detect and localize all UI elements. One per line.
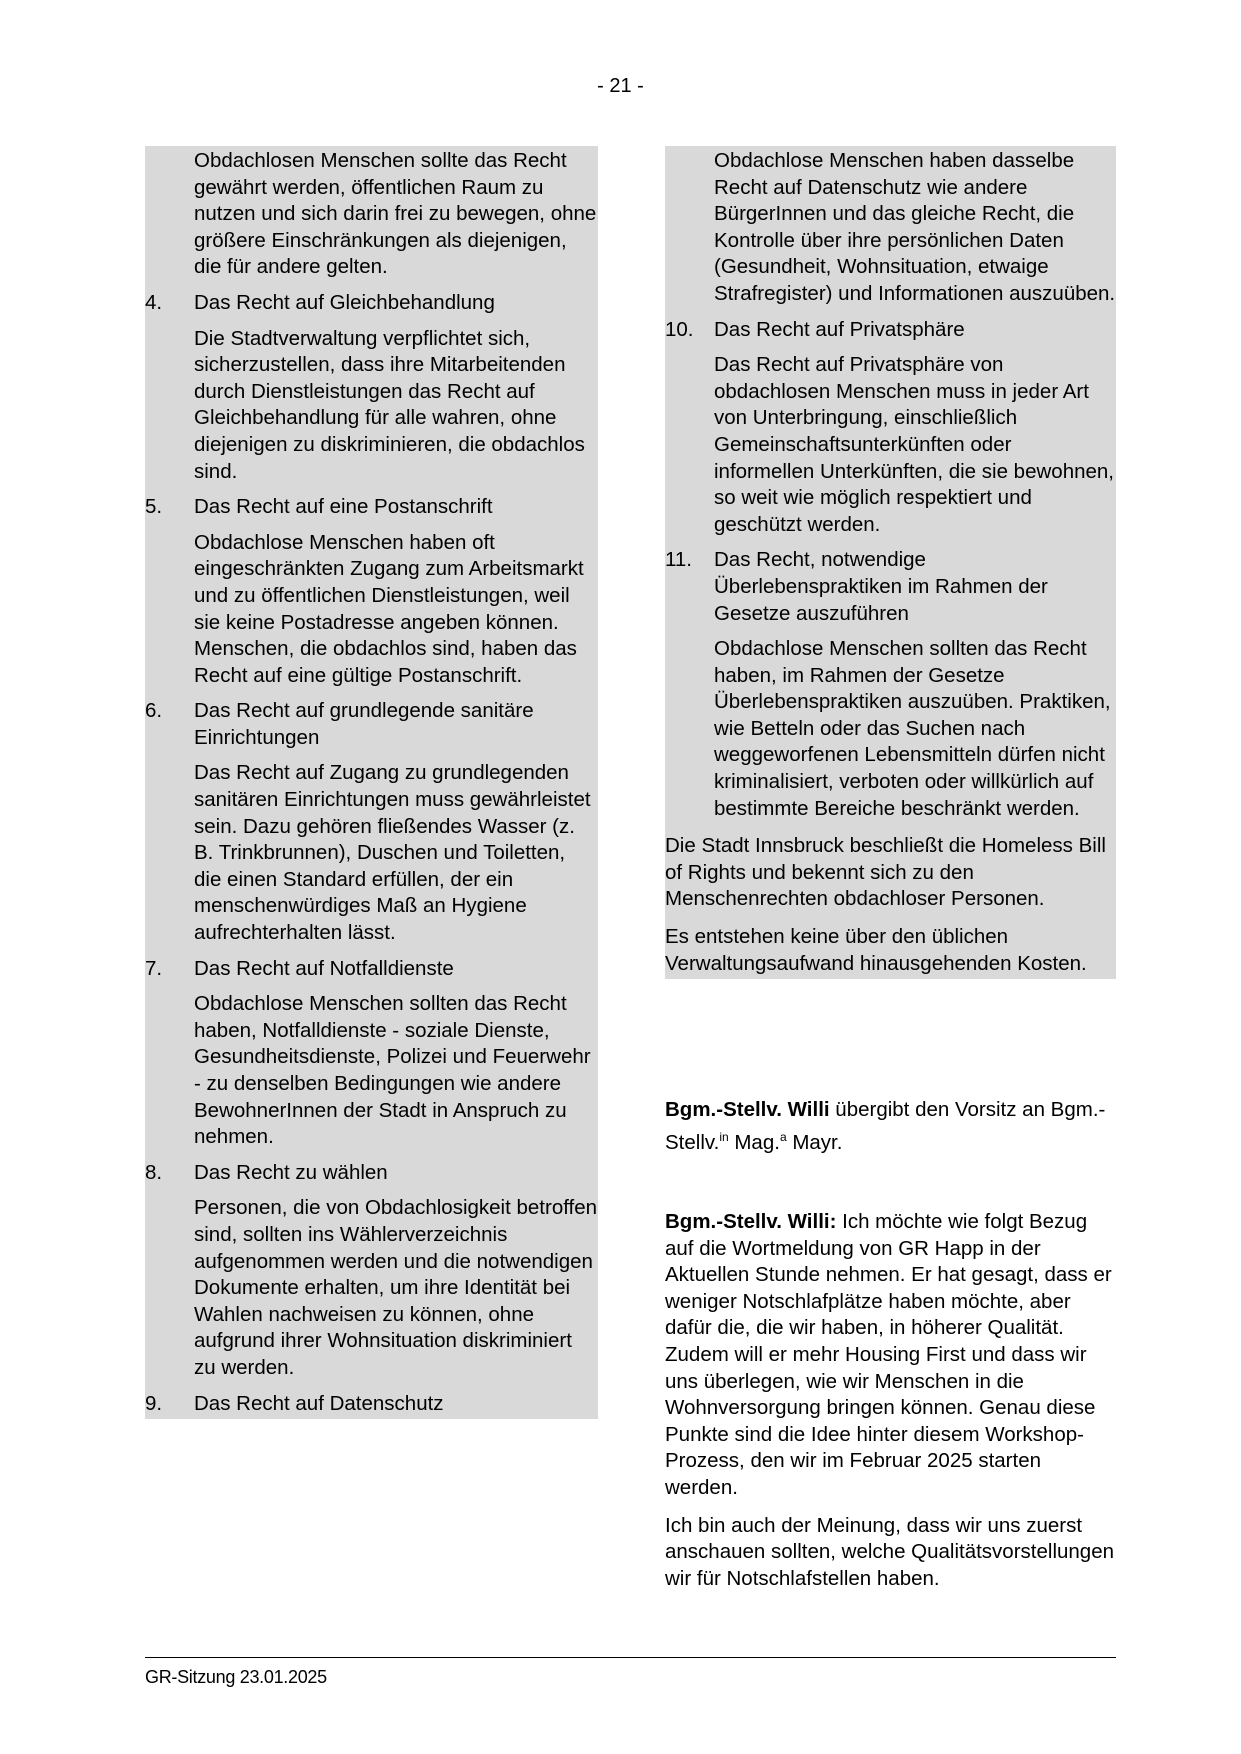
item-number: 5. <box>145 495 163 519</box>
item-title: Das Recht auf Notfalldienste <box>194 956 454 980</box>
item-number: 4. <box>145 290 163 314</box>
list-item-heading <box>145 1160 598 1187</box>
item-body: Personen, die von Obdachlosigkeit betroffen sind, sollten ins Wählerverzeichnis aufgenommen werden und die notwendigen Dokumente erhalten, um ihre Identität bei Wahlen nachweisen zu können, ohne aufgrund ihrer Wohnsituation diskriminiert zu werden. <box>194 1196 598 1379</box>
item-number: 6. <box>145 699 163 723</box>
list-item-heading <box>145 956 598 983</box>
item-title: Das Recht auf Gleichbehandlung <box>194 290 495 314</box>
page-number: - 21 - <box>597 75 644 97</box>
item-body: Das Recht auf Zugang zu grundlegenden sanitären Einrichtungen muss gewährleistet sein. Dazu gehören fließendes Wasser (z. B. Trinkbrunnen), Duschen und Toiletten, die einen Standard erfüllen, der ein menschenwürdiges Maß an Hygiene aufrechterhalten lässt. <box>194 761 591 945</box>
item-number: 9. <box>145 1391 163 1415</box>
footer-session-date: GR-Sitzung 23.01.2025 <box>145 1667 327 1687</box>
list-item-heading <box>665 547 1116 627</box>
item-number: 7. <box>145 956 163 980</box>
item-title: Das Recht auf Datenschutz <box>194 1391 444 1415</box>
right-column-motion-text <box>665 146 1116 979</box>
list-item-heading <box>145 1391 598 1418</box>
speech-paragraph-2: Ich bin auch der Meinung, dass wir uns zuerst anschauen sollten, welche Qualitätsvorstellungen wir für Notschlafstellen haben. <box>665 1513 1114 1590</box>
handover-paragraph <box>665 1097 1116 1156</box>
speaker-name: Bgm.-Stellv. Willi <box>665 1098 830 1121</box>
item-body: Obdachlose Menschen haben oft eingeschränkten Zugang zum Arbeitsmarkt und zu öffentlichen Dienstleistungen, weil sie keine Postadresse angeben können. Menschen, die obdachlos sind, haben das Recht auf eine gültige Postanschrift. <box>194 530 584 687</box>
item-body: Das Recht auf Privatsphäre von obdachlosen Menschen muss in jeder Art von Unterbringung, einschließlich Gemeinschaftsunterkünften oder informellen Unterkünften, die sie bewohnen, so weit wie möglich respektiert und geschützt werden. <box>714 353 1114 536</box>
list-item-heading <box>145 290 598 317</box>
item-title: Das Recht auf eine Postanschrift <box>194 495 493 519</box>
costs-paragraph: Es entstehen keine über den üblichen Verwaltungsaufwand hinausgehenden Kosten. <box>665 925 1087 975</box>
superscript: a <box>779 1129 787 1144</box>
handover-text: übergibt den Vorsitz an Bgm.-Stellv. <box>665 1098 1106 1154</box>
item-title: Das Recht zu wählen <box>194 1160 388 1184</box>
intro-paragraph: Obdachlosen Menschen sollte das Recht gewährt werden, öffentlichen Raum zu nutzen und sich darin frei zu bewegen, ohne größere Einschränkungen als diejenigen, die für andere gelten. <box>194 149 597 279</box>
item-body: Obdachlose Menschen sollten das Recht haben, Notfalldienste - soziale Dienste, Gesundheitsdienste, Polizei und Feuerwehr - zu denselben Bedingungen wie andere BewohnerInnen der Stadt in Anspruch zu nehmen. <box>194 992 591 1149</box>
item-number: 10. <box>665 317 694 341</box>
item-title: Das Recht auf Privatsphäre <box>714 317 965 341</box>
item-title: Das Recht auf grundlegende sanitäre Einrichtungen <box>194 699 534 749</box>
left-column-motion-text <box>145 146 598 1419</box>
item-body: Obdachlose Menschen sollten das Recht haben, im Rahmen der Gesetze Überlebenspraktiken auszuüben. Praktiken, wie Betteln oder das Suchen nach weggeworfenen Lebensmitteln dürfen nicht kriminalisiert, verboten oder willkürlich auf bestimmte Bereiche beschränkt werden. <box>714 637 1111 820</box>
speech-text: Ich möchte wie folgt Bezug auf die Wortmeldung von GR Happ in der Aktuellen Stunde nehmen. Er hat gesagt, dass er weniger Notschlafplätze haben möchte, aber dafür die, die wir haben, in höherer Qualität. Zudem will er mehr Housing First und dass wir uns überlegen, wie wir Menschen in die Wohnversorgung bringen können. Genau diese Punkte sind die Idee hinter diesem Workshop-Prozess, den wir im Februar 2025 starten werden. <box>665 1210 1112 1499</box>
handover-text-mid: Mag. <box>728 1130 780 1154</box>
list-item-heading <box>145 494 598 521</box>
speech-paragraph <box>665 1209 1116 1502</box>
intro-paragraph: Obdachlose Menschen haben dasselbe Recht auf Datenschutz wie andere BürgerInnen und das gleiche Recht, die Kontrolle über ihre persönlichen Daten (Gesundheit, Wohnsituation, etwaige Strafregister) und Informationen auszuüben. <box>714 149 1116 305</box>
list-item-heading <box>145 698 598 751</box>
item-number: 8. <box>145 1160 163 1184</box>
item-body: Die Stadtverwaltung verpflichtet sich, sicherzustellen, dass ihre Mitarbeitenden durch Dienstleistungen das Recht auf Gleichbehandlung für alle wahren, ohne diejenigen zu diskriminieren, die obdachlos sind. <box>194 326 585 483</box>
item-number: 11. <box>665 548 692 572</box>
superscript: in <box>719 1129 729 1144</box>
list-item-heading <box>665 317 1116 344</box>
handover-text-end: Mayr. <box>786 1130 843 1154</box>
speaker-name: Bgm.-Stellv. Willi: <box>665 1210 837 1234</box>
footer-divider <box>145 1657 1116 1658</box>
item-title: Das Recht, notwendige Überlebenspraktiken im Rahmen der Gesetze auszuführen <box>714 548 1048 625</box>
minutes-text <box>665 1097 1116 1592</box>
resolution-paragraph: Die Stadt Innsbruck beschließt die Homeless Bill of Rights und bekennt sich zu den Menschenrechten obdachloser Personen. <box>665 834 1106 911</box>
